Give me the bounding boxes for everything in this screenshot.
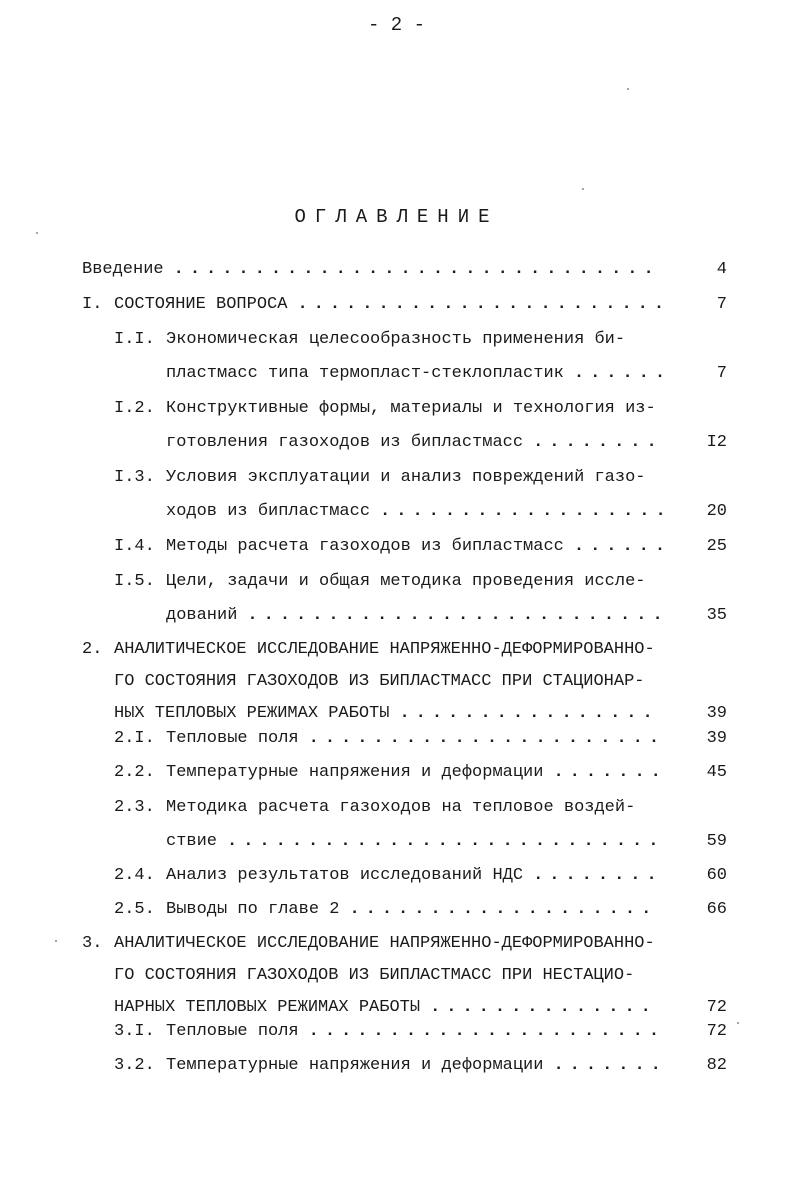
toc-entry-title: Цели, задачи и общая методика проведения иссле- bbox=[166, 572, 646, 591]
toc-entry-title: ГО СОСТОЯНИЯ ГАЗОХОДОВ ИЗ БИПЛАСТМАСС ПРИ НЕСТАЦИО- bbox=[114, 966, 635, 985]
dot-leader: ....... bbox=[553, 763, 667, 782]
dot-leader: ...... bbox=[573, 537, 672, 556]
toc-entry-line bbox=[166, 362, 564, 386]
toc-entry-title: ГО СОСТОЯНИЯ ГАЗОХОДОВ ИЗ БИПЛАСТМАСС ПРИ СТАЦИОНАР- bbox=[114, 672, 645, 691]
toc-entry-number: 2. bbox=[82, 640, 103, 659]
toc-entry-line bbox=[166, 397, 656, 421]
toc-entry-line bbox=[82, 258, 164, 282]
toc-entry-line bbox=[114, 293, 287, 317]
toc-entry-title: пластмасс типа термопласт-стеклопластик bbox=[166, 364, 564, 383]
toc-entry-title: готовления газоходов из бипластмасс bbox=[166, 433, 524, 452]
dot-leader: .................. bbox=[380, 502, 672, 521]
dot-leader: ....... bbox=[553, 1056, 667, 1075]
toc-entry-line bbox=[114, 702, 389, 726]
toc-entry-line bbox=[166, 535, 564, 559]
toc-page-number: 4 bbox=[716, 260, 727, 279]
toc-entry-line bbox=[114, 996, 420, 1020]
toc-entry-title: Конструктивные формы, материалы и технология из- bbox=[166, 399, 656, 418]
toc-page-number: 39 bbox=[706, 704, 727, 723]
toc-entry-line bbox=[166, 500, 370, 524]
dot-leader: ....................... bbox=[297, 295, 671, 314]
toc-entry-title: Условия эксплуатации и анализ повреждений газо- bbox=[166, 468, 646, 487]
toc-entry-title: Тепловые поля bbox=[166, 1022, 299, 1041]
dot-leader: ...................... bbox=[308, 1022, 666, 1041]
toc-page-number: 39 bbox=[706, 729, 727, 748]
toc-entry-title: НЫХ ТЕПЛОВЫХ РЕЖИМАХ РАБОТЫ bbox=[114, 704, 390, 723]
toc-entry-line bbox=[166, 898, 339, 922]
toc-entry-title: НАРНЫХ ТЕПЛОВЫХ РЕЖИМАХ РАБОТЫ bbox=[114, 998, 421, 1017]
toc-entry-title: Методика расчета газоходов на тепловое воздей- bbox=[166, 798, 636, 817]
toc-entry-line bbox=[114, 932, 655, 956]
toc-entry-title: Тепловые поля bbox=[166, 729, 299, 748]
toc-page-number: 7 bbox=[716, 295, 727, 314]
page-title: ОГЛАВЛЕНИЕ bbox=[294, 206, 499, 228]
toc-entry-number: 2.3. bbox=[114, 798, 155, 817]
toc-page-number: 59 bbox=[706, 832, 727, 851]
dot-leader: ................... bbox=[349, 900, 658, 919]
toc-page-number: I2 bbox=[706, 433, 727, 452]
page-number: - 2 - bbox=[367, 14, 425, 36]
toc-entry-number: 3. bbox=[82, 934, 103, 953]
toc-page-number: 7 bbox=[716, 364, 727, 383]
toc-entry-title: дований bbox=[166, 606, 238, 625]
toc-entry-line bbox=[166, 796, 635, 820]
toc-entry-title: Выводы по главе 2 bbox=[166, 900, 340, 919]
dot-leader: .......................... bbox=[247, 606, 669, 625]
toc-entry-number: 2.5. bbox=[114, 900, 155, 919]
scan-speck bbox=[36, 232, 38, 234]
toc-entry-line bbox=[166, 431, 523, 455]
toc-entry-line bbox=[114, 638, 655, 662]
toc-entry-title: Экономическая целесообразность применения би- bbox=[166, 330, 626, 349]
toc-entry-line bbox=[166, 761, 543, 785]
toc-page-number: 72 bbox=[706, 1022, 727, 1041]
toc-entry-line bbox=[166, 864, 523, 888]
toc-entry-line bbox=[166, 328, 625, 352]
scan-speck bbox=[737, 1022, 739, 1024]
toc-entry-title: СОСТОЯНИЕ ВОПРОСА bbox=[114, 295, 288, 314]
scan-speck bbox=[55, 940, 57, 942]
toc-page-number: 82 bbox=[706, 1056, 727, 1075]
toc-entry-number: I.5. bbox=[114, 572, 155, 591]
toc-entry-line bbox=[166, 830, 217, 854]
toc-entry-title: АНАЛИТИЧЕСКОЕ ИССЛЕДОВАНИЕ НАПРЯЖЕННО-ДЕФОРМИРОВАННО- bbox=[114, 934, 655, 953]
toc-entry-title: Анализ результатов исследований НДС bbox=[166, 866, 524, 885]
toc-page-number: 20 bbox=[706, 502, 727, 521]
toc-page-number: 25 bbox=[706, 537, 727, 556]
dot-leader: ...... bbox=[573, 364, 672, 383]
toc-page-number: 72 bbox=[706, 998, 727, 1017]
toc-entry-number: 2.4. bbox=[114, 866, 155, 885]
toc-entry-line bbox=[166, 727, 299, 751]
toc-entry-line bbox=[166, 1020, 299, 1044]
toc-entry-line bbox=[166, 570, 645, 594]
toc-entry-number: 2.I. bbox=[114, 729, 155, 748]
toc-page-number: 45 bbox=[706, 763, 727, 782]
toc-page-number: 66 bbox=[706, 900, 727, 919]
toc-page-number: 60 bbox=[706, 866, 727, 885]
toc-entry-title: АНАЛИТИЧЕСКОЕ ИССЛЕДОВАНИЕ НАПРЯЖЕННО-ДЕФОРМИРОВАННО- bbox=[114, 640, 655, 659]
dot-leader: ........ bbox=[533, 433, 663, 452]
toc-entry-number: I. bbox=[82, 295, 103, 314]
toc-entry-line bbox=[166, 466, 645, 490]
scan-speck bbox=[627, 88, 629, 90]
dot-leader: ........ bbox=[533, 866, 663, 885]
toc-entry-number: 2.2. bbox=[114, 763, 155, 782]
toc-entry-line bbox=[114, 670, 645, 694]
dot-leader: .............................. bbox=[173, 260, 660, 279]
toc-entry-number: 3.I. bbox=[114, 1022, 155, 1041]
toc-entry-title: Методы расчета газоходов из бипластмасс bbox=[166, 537, 564, 556]
toc-entry-line bbox=[114, 964, 634, 988]
toc-entry-title: Температурные напряжения и деформации bbox=[166, 1056, 544, 1075]
toc-entry-title: Температурные напряжения и деформации bbox=[166, 763, 544, 782]
dot-leader: ...................... bbox=[308, 729, 666, 748]
toc-page-number: 35 bbox=[706, 606, 727, 625]
toc-entry-line bbox=[166, 604, 237, 628]
toc-entry-number: I.4. bbox=[114, 537, 155, 556]
toc-entry-number: I.2. bbox=[114, 399, 155, 418]
toc-entry-title: Введение bbox=[82, 260, 164, 279]
dot-leader: .............. bbox=[430, 998, 657, 1017]
toc-entry-title: ходов из бипластмасс bbox=[166, 502, 371, 521]
toc-entry-title: ствие bbox=[166, 832, 218, 851]
dot-leader: ........................... bbox=[227, 832, 665, 851]
toc-entry-number: 3.2. bbox=[114, 1056, 155, 1075]
dot-leader: ................ bbox=[399, 704, 659, 723]
toc-entry-line bbox=[166, 1054, 543, 1078]
toc-entry-number: I.I. bbox=[114, 330, 155, 349]
scan-speck bbox=[582, 188, 584, 190]
toc-entry-number: I.3. bbox=[114, 468, 155, 487]
